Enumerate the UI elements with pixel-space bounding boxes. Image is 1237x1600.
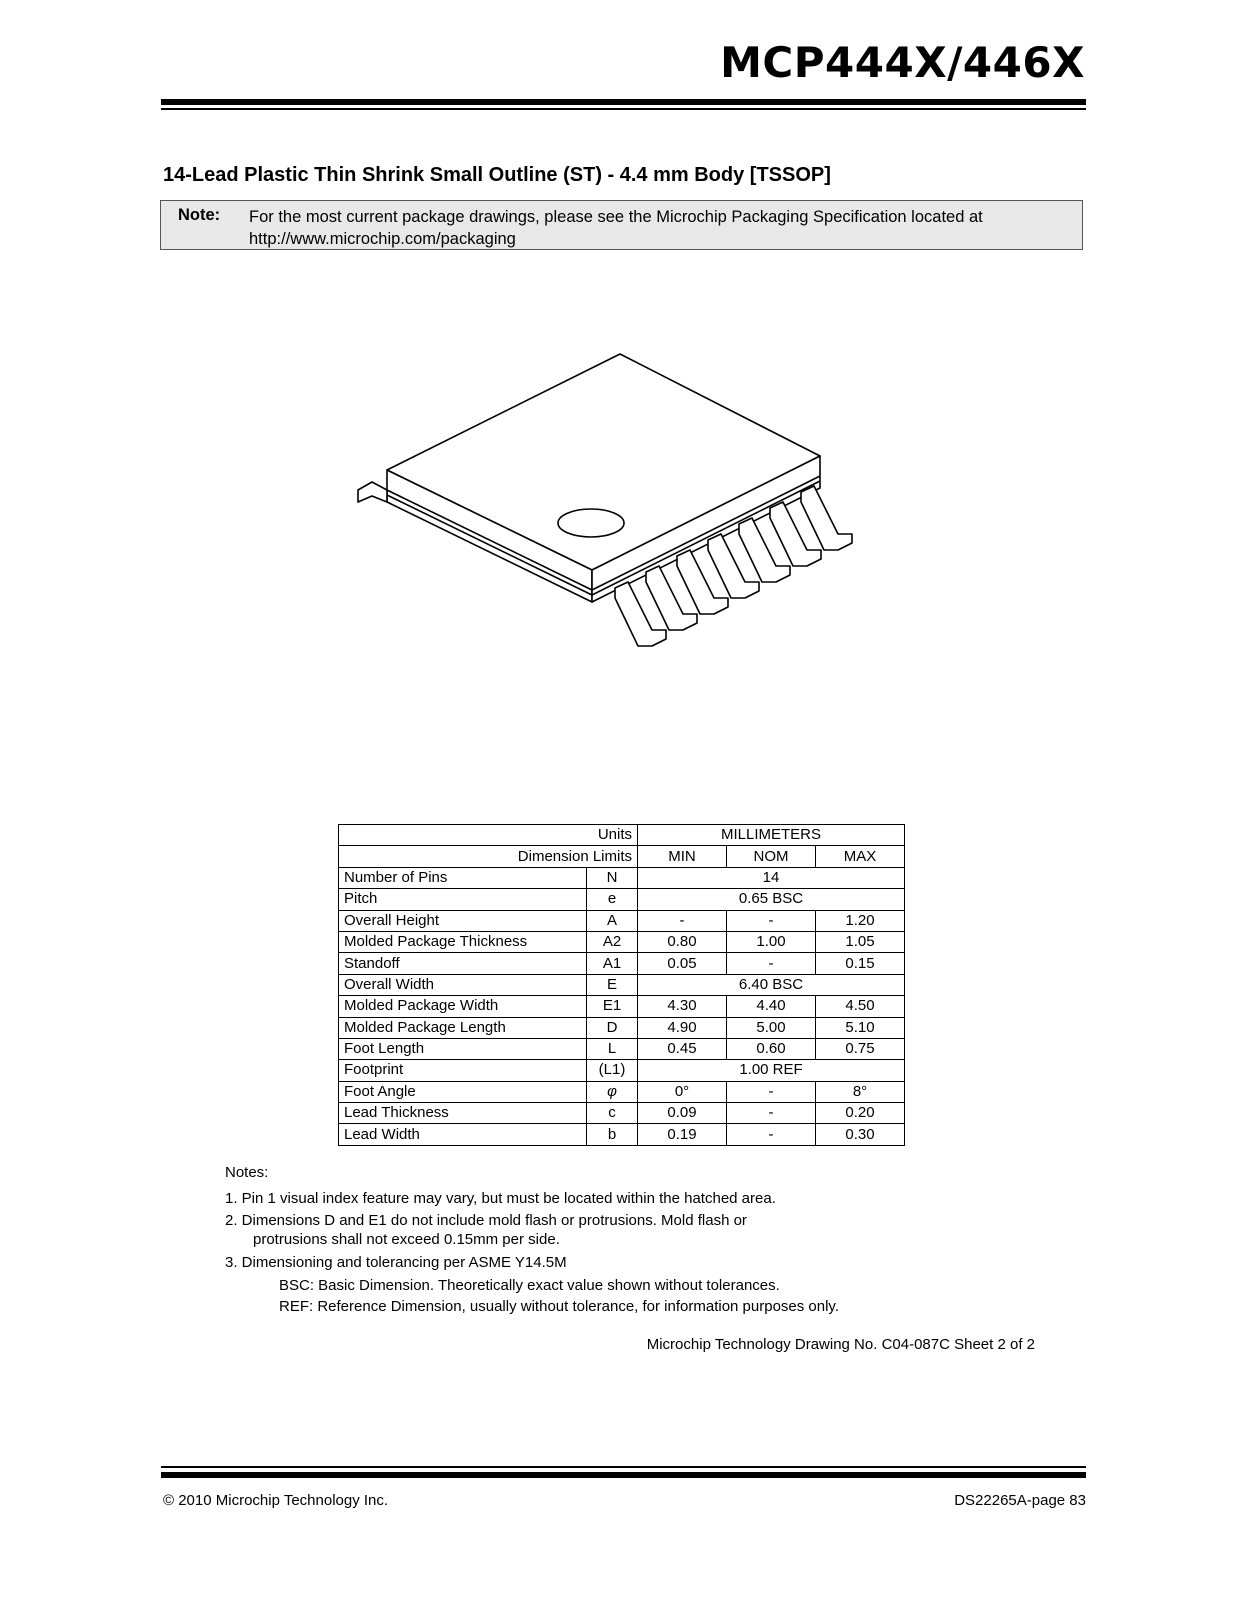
row-max: 0.30 — [816, 1124, 905, 1145]
row-min: 0.80 — [638, 931, 727, 952]
row-symbol: e — [587, 889, 638, 910]
row-max: 1.05 — [816, 931, 905, 952]
row-min: 0.09 — [638, 1103, 727, 1124]
note-text-line1: For the most current package drawings, please see the Microchip Packaging Specification located at — [249, 208, 983, 226]
table-row — [339, 996, 905, 1017]
row-nom: 5.00 — [727, 1017, 816, 1038]
tssop-package-drawing — [330, 330, 890, 670]
note-box — [160, 200, 1083, 250]
row-span-value: 14 — [638, 867, 905, 888]
row-symbol: c — [587, 1103, 638, 1124]
row-nom: - — [727, 1081, 816, 1102]
row-name: Molded Package Length — [339, 1017, 587, 1038]
package-title: 14-Lead Plastic Thin Shrink Small Outline (ST) - 4.4 mm Body [TSSOP] — [163, 164, 831, 186]
notes-heading: Notes: — [225, 1164, 269, 1181]
row-max: 4.50 — [816, 996, 905, 1017]
note-2-continued: protrusions shall not exceed 0.15mm per side. — [253, 1231, 560, 1248]
row-symbol: D — [587, 1017, 638, 1038]
units-label: Units — [339, 825, 638, 846]
note-3: 3. Dimensioning and tolerancing per ASME Y14.5M — [225, 1254, 567, 1271]
row-symbol: E1 — [587, 996, 638, 1017]
header-rule-thick — [161, 99, 1086, 105]
row-symbol: (L1) — [587, 1060, 638, 1081]
table-row — [339, 825, 905, 846]
table-row — [339, 974, 905, 995]
row-symbol: L — [587, 1038, 638, 1059]
note-label: Note: — [178, 206, 221, 224]
table-row — [339, 1038, 905, 1059]
row-symbol: A — [587, 910, 638, 931]
col-max-header: MAX — [816, 846, 905, 867]
row-symbol: φ — [587, 1081, 638, 1102]
note-2: 2. Dimensions D and E1 do not include mold flash or protrusions. Mold flash or — [225, 1212, 747, 1229]
row-symbol: E — [587, 974, 638, 995]
row-name: Standoff — [339, 953, 587, 974]
row-max: 0.75 — [816, 1038, 905, 1059]
units-value: MILLIMETERS — [638, 825, 905, 846]
table-row — [339, 931, 905, 952]
dimension-table — [338, 824, 905, 1146]
pin1-index-mark — [558, 509, 624, 537]
table-row — [339, 910, 905, 931]
row-name: Lead Thickness — [339, 1103, 587, 1124]
row-min: 4.90 — [638, 1017, 727, 1038]
row-name: Molded Package Thickness — [339, 931, 587, 952]
row-symbol: N — [587, 867, 638, 888]
row-name: Overall Width — [339, 974, 587, 995]
col-nom-header: NOM — [727, 846, 816, 867]
document-title: MCP444X/446X — [720, 38, 1085, 87]
note-1: 1. Pin 1 visual index feature may vary, but must be located within the hatched area. — [225, 1190, 776, 1207]
header-rule-thin — [161, 108, 1086, 110]
row-span-value: 1.00 REF — [638, 1060, 905, 1081]
packaging-url-link[interactable]: http://www.microchip.com/packaging — [249, 230, 516, 248]
row-min: 0.19 — [638, 1124, 727, 1145]
table-row — [339, 867, 905, 888]
row-span-value: 6.40 BSC — [638, 974, 905, 995]
row-name: Molded Package Width — [339, 996, 587, 1017]
row-min: 0° — [638, 1081, 727, 1102]
row-max: 0.20 — [816, 1103, 905, 1124]
row-name: Lead Width — [339, 1124, 587, 1145]
table-row — [339, 1124, 905, 1145]
row-name: Footprint — [339, 1060, 587, 1081]
row-symbol: A2 — [587, 931, 638, 952]
table-row — [339, 1017, 905, 1038]
row-min: - — [638, 910, 727, 931]
row-name: Pitch — [339, 889, 587, 910]
table-row — [339, 1060, 905, 1081]
note-bsc: BSC: Basic Dimension. Theoretically exact value shown without tolerances. — [279, 1277, 780, 1294]
note-text — [249, 206, 1069, 250]
row-max: 5.10 — [816, 1017, 905, 1038]
row-min: 0.45 — [638, 1038, 727, 1059]
row-max: 1.20 — [816, 910, 905, 931]
row-max: 8° — [816, 1081, 905, 1102]
row-max: 0.15 — [816, 953, 905, 974]
row-name: Overall Height — [339, 910, 587, 931]
row-nom: 1.00 — [727, 931, 816, 952]
table-row — [339, 953, 905, 974]
footer-rule-thick — [161, 1472, 1086, 1478]
row-name: Foot Length — [339, 1038, 587, 1059]
row-span-value: 0.65 BSC — [638, 889, 905, 910]
row-name: Foot Angle — [339, 1081, 587, 1102]
row-min: 0.05 — [638, 953, 727, 974]
note-ref: REF: Reference Dimension, usually without tolerance, for information purposes only. — [279, 1298, 839, 1315]
row-nom: - — [727, 953, 816, 974]
drawing-number: Microchip Technology Drawing No. C04-087C Sheet 2 of 2 — [646, 1336, 1035, 1353]
table-row — [339, 1103, 905, 1124]
page-reference: DS22265A-page 83 — [954, 1492, 1086, 1509]
row-name: Number of Pins — [339, 867, 587, 888]
row-nom: - — [727, 910, 816, 931]
table-row — [339, 889, 905, 910]
row-nom: - — [727, 1124, 816, 1145]
row-min: 4.30 — [638, 996, 727, 1017]
footer-rule-thin — [161, 1466, 1086, 1468]
table-row — [339, 846, 905, 867]
copyright: © 2010 Microchip Technology Inc. — [163, 1492, 389, 1509]
row-symbol: A1 — [587, 953, 638, 974]
row-nom: 0.60 — [727, 1038, 816, 1059]
row-symbol: b — [587, 1124, 638, 1145]
row-nom: - — [727, 1103, 816, 1124]
col-min-header: MIN — [638, 846, 727, 867]
table-row — [339, 1081, 905, 1102]
row-nom: 4.40 — [727, 996, 816, 1017]
dimension-limits-label: Dimension Limits — [339, 846, 638, 867]
